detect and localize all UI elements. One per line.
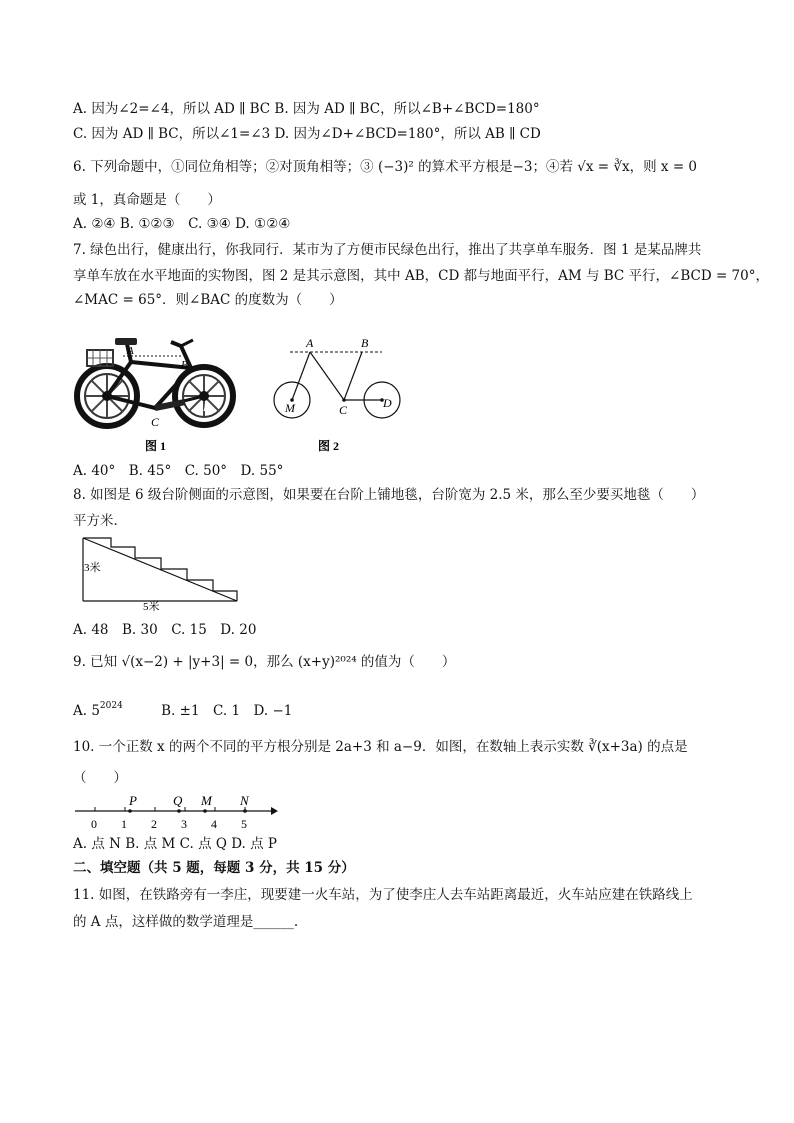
point-p-dot xyxy=(128,809,132,813)
q6-stem-line1: 6. 下列命题中，①同位角相等；②对顶角相等；③ (−3)² 的算术平方根是−3；④若 √x = ∛x，则 x = 0 xyxy=(73,159,698,175)
q7-stem-line3: ∠MAC = 65°．则∠BAC 的度数为（ ） xyxy=(73,292,343,308)
point-n-label: N xyxy=(240,793,249,808)
q8-stem-line2: 平方米． xyxy=(73,513,127,529)
q8-stair-figure xyxy=(73,533,245,613)
fig1-caption: 图 1 xyxy=(145,439,167,453)
q7-options: A. 40° B. 45° C. 50° D. 55° xyxy=(73,463,284,479)
fig2-caption: 图 2 xyxy=(318,439,340,453)
bicycle-illustration xyxy=(73,318,238,458)
stair-height-label: 3米 xyxy=(84,562,101,574)
point-m-dot xyxy=(203,809,207,813)
fig1-label-c: C xyxy=(151,415,160,429)
fig2-label-a: A xyxy=(306,336,314,350)
tick-label-3: 3 xyxy=(181,817,187,831)
q10-number-line xyxy=(73,793,278,833)
q7-figure1 xyxy=(73,318,238,458)
q9-options xyxy=(73,696,292,721)
staircase-diagram xyxy=(73,533,245,613)
q10-options: A. 点 N B. 点 M C. 点 Q D. 点 P xyxy=(73,836,278,852)
q9-stem: 9. 已知 √(x−2) + |y+3| = 0，那么 (x+y)²⁰²⁴ 的值为（ ） xyxy=(73,654,456,670)
q8-stem-line1: 8. 如图是 6 级台阶侧面的示意图，如果要在台阶上铺地毯，台阶宽为 2.5 米，那么至少要买地毯（ ） xyxy=(73,487,705,503)
fig2-label-d: D xyxy=(383,396,392,410)
number-line-diagram xyxy=(73,793,278,833)
q8-options: A. 48 B. 30 C. 15 D. 20 xyxy=(73,622,257,638)
point-n-dot xyxy=(243,809,247,813)
q9-option-a-base: A. 5 xyxy=(73,703,100,719)
point-m-label: M xyxy=(201,793,212,808)
fig2-label-b: B xyxy=(361,336,369,350)
bicycle-schematic xyxy=(270,330,410,458)
section2-heading: 二、填空题（共 5 题，每题 3 分，共 15 分） xyxy=(73,860,355,876)
tick-label-0: 0 xyxy=(91,817,97,831)
stair-width-label: 5米 xyxy=(143,601,160,613)
q11-stem-line1: 11. 如图，在铁路旁有一李庄，现要建一火车站，为了使李庄人去车站距离最近，火车站应建在铁路线上 xyxy=(73,887,693,903)
q5-options-line2: C. 因为 AD ∥ BC，所以∠1=∠3 D. 因为∠D+∠BCD=180°，所以 AB ∥ CD xyxy=(73,126,541,142)
tick-label-5: 5 xyxy=(241,817,247,831)
q7-stem-line2: 享单车放在水平地面的实物图，图 2 是其示意图，其中 AB，CD 都与地面平行，AM 与 BC 平行，∠BCD = 70°， xyxy=(73,268,769,284)
q7-stem-line1: 7. 绿色出行，健康出行，你我同行．某市为了方便市民绿色出行，推出了共享单车服务．图 1 是某品牌共 xyxy=(73,242,702,258)
q6-options: A. ②④ B. ①②③ C. ③④ D. ①②④ xyxy=(73,216,291,232)
point-p-label: P xyxy=(129,793,137,808)
fig2-label-c: C xyxy=(339,403,348,417)
point-q-dot xyxy=(177,809,181,813)
point-q-label: Q xyxy=(173,793,183,808)
fig2-label-m: M xyxy=(285,401,295,415)
q6-stem-line2: 或 1，真命题是（ ） xyxy=(73,192,221,208)
q11-stem-line2: 的 A 点，这样做的数学道理是______. xyxy=(73,914,299,930)
q5-options-line1: A. 因为∠2=∠4，所以 AD ∥ BC B. 因为 AD ∥ BC，所以∠B+∠BCD=180° xyxy=(73,101,540,117)
fig1-label-b: B xyxy=(181,359,188,371)
tick-label-1: 1 xyxy=(121,817,127,831)
fig1-label-a: A xyxy=(127,345,134,357)
q9-option-a-exponent: 2024 xyxy=(99,701,123,711)
q10-stem-line2: （ ） xyxy=(73,770,127,786)
q7-figure2 xyxy=(270,330,410,458)
q10-stem-line1: 10. 一个正数 x 的两个不同的平方根分别是 2a+3 和 a−9．如图，在数轴上表示实数 ∛(x+3a) 的点是 xyxy=(73,739,688,755)
tick-label-2: 2 xyxy=(151,817,157,831)
tick-label-4: 4 xyxy=(211,817,217,831)
fig1-label-d: D xyxy=(203,402,211,414)
q9-options-rest: B. ±1 C. 1 D. −1 xyxy=(161,703,293,719)
